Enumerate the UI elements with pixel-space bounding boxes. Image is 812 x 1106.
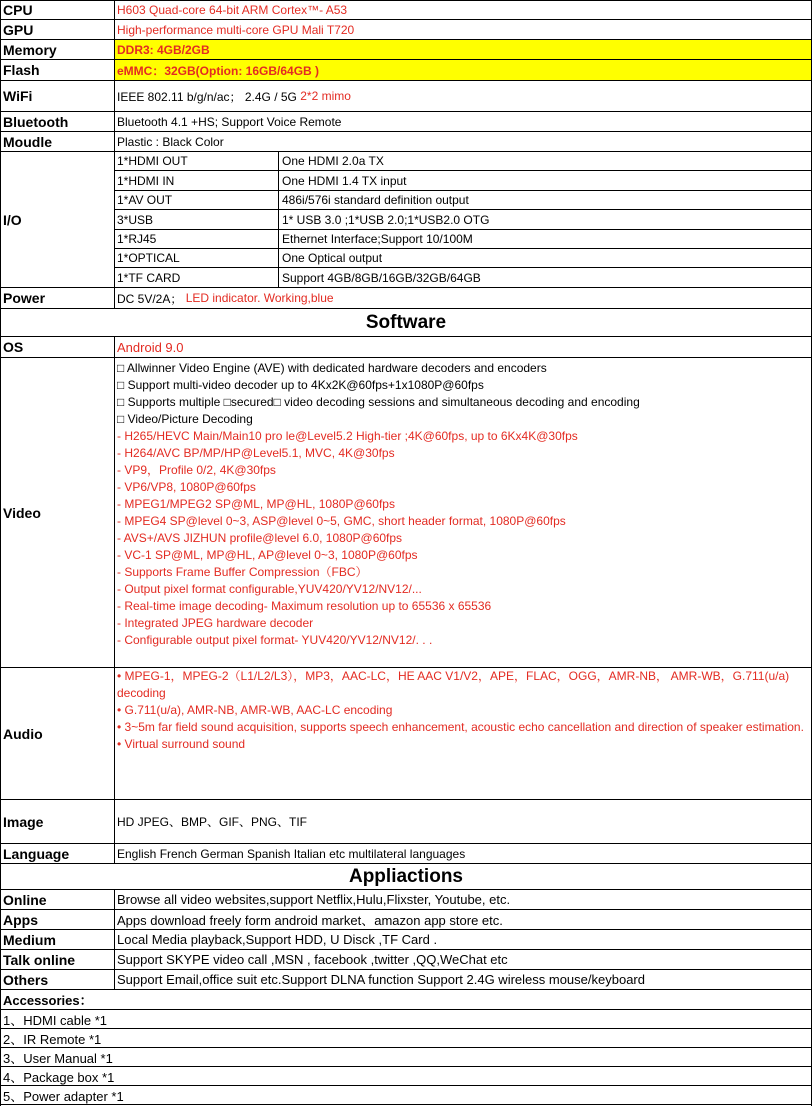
io-port: 1*AV OUT bbox=[115, 191, 279, 209]
spec-value-image: HD JPEG、BMP、GIF、PNG、TIF bbox=[117, 815, 308, 829]
accessory-item: 5、Power adapter *1 bbox=[0, 1086, 812, 1105]
video-codec-line: - H265/HEVC Main/Main10 pro le@Level5.2 High-tier ;4K@60fps, up to 6Kx4K@30fps bbox=[117, 429, 578, 443]
io-port: 1*OPTICAL bbox=[115, 249, 279, 267]
spec-io-block bbox=[0, 152, 812, 288]
io-desc: Support 4GB/8GB/16GB/32GB/64GB bbox=[282, 270, 481, 285]
wifi-standard-text: IEEE 802.11 b/g/n/ac； 2.4G / 5G bbox=[117, 89, 297, 104]
spec-label-image: Image bbox=[0, 800, 115, 843]
spec-label-audio: Audio bbox=[0, 668, 115, 799]
spec-label-module: Moudle bbox=[0, 132, 115, 151]
spec-label-cpu: CPU bbox=[0, 1, 115, 19]
spec-label-io: I/O bbox=[0, 152, 115, 287]
video-codec-line: - H264/AVC BP/MP/HP@Level5.1, MVC, 4K@30fps bbox=[117, 446, 395, 460]
app-value: Support SKYPE video call ,MSN , facebook ,twitter ,QQ,WeChat etc bbox=[117, 952, 508, 967]
io-row bbox=[115, 230, 812, 249]
spec-value-memory: DDR3: 4GB/2GB bbox=[115, 40, 812, 59]
spec-row-cpu bbox=[0, 0, 812, 20]
spec-value-flash: eMMC：32GB(Option: 16GB/64GB ) bbox=[115, 60, 812, 80]
video-feature-list bbox=[115, 358, 812, 667]
video-codec-line: - Output pixel format configurable,YUV420/YV12/NV12/... bbox=[117, 582, 422, 596]
spec-label-memory: Memory bbox=[0, 40, 115, 59]
video-feature-line: □ Allwinner Video Engine (AVE) with dedicated hardware decoders and encoders bbox=[117, 361, 547, 375]
app-value: Apps download freely form android market、amazon app store etc. bbox=[117, 913, 503, 928]
spec-row-module bbox=[0, 132, 812, 152]
wifi-mimo-text: 2*2 mimo bbox=[300, 89, 351, 103]
io-desc: One HDMI 2.0a TX bbox=[282, 154, 384, 168]
section-heading-applications: Appliactions bbox=[0, 864, 812, 890]
video-feature-line: □ Support multi-video decoder up to 4Kx2K@60fps+1x1080P@60fps bbox=[117, 378, 484, 392]
spec-row-bluetooth bbox=[0, 112, 812, 132]
audio-feature-line: • 3~5m far field sound acquisition, supports speech enhancement, acoustic echo cancellation and direction of speaker estimation. bbox=[117, 720, 804, 734]
io-port: 1*HDMI OUT bbox=[115, 152, 279, 170]
app-value: Support Email,office suit etc.Support DLNA function Support 2.4G wireless mouse/keyboard bbox=[117, 972, 645, 987]
app-label: Medium bbox=[0, 930, 115, 949]
io-row bbox=[115, 210, 812, 230]
audio-feature-line: • Virtual surround sound bbox=[117, 737, 246, 751]
io-row bbox=[115, 249, 812, 268]
video-codec-line: - MPEG1/MPEG2 SP@ML, MP@HL, 1080P@60fps bbox=[117, 497, 395, 511]
video-codec-line: - VC-1 SP@ML, MP@HL, AP@level 0~3, 1080P@60fps bbox=[117, 548, 418, 562]
video-codec-line: - VP6/VP8, 1080P@60fps bbox=[117, 480, 256, 494]
app-value: Local Media playback,Support HDD, U Disck ,TF Card . bbox=[117, 932, 438, 947]
io-desc: 1* USB 3.0 ;1*USB 2.0;1*USB2.0 OTG bbox=[282, 212, 490, 227]
spec-label-power: Power bbox=[0, 288, 115, 308]
io-port: 1*RJ45 bbox=[115, 230, 279, 248]
app-row-online bbox=[0, 890, 812, 910]
spec-block-audio bbox=[0, 668, 812, 800]
io-row bbox=[115, 152, 812, 171]
video-codec-line: - VP9，Profile 0/2, 4K@30fps bbox=[117, 463, 276, 477]
spec-value-bluetooth: Bluetooth 4.1 +HS; Support Voice Remote bbox=[117, 114, 342, 129]
spec-value-wifi bbox=[115, 81, 812, 111]
io-row bbox=[115, 191, 812, 210]
io-port: 1*HDMI IN bbox=[115, 171, 279, 190]
section-heading-software: Software bbox=[0, 309, 812, 337]
io-desc: 486i/576i standard definition output bbox=[282, 193, 469, 207]
video-feature-line: □ Video/Picture Decoding bbox=[117, 412, 253, 426]
spec-block-video bbox=[0, 358, 812, 668]
spec-label-os: OS bbox=[0, 337, 115, 357]
io-row bbox=[115, 171, 812, 191]
spec-row-flash bbox=[0, 60, 812, 81]
video-codec-line: - AVS+/AVS JIZHUN profile@level 6.0, 1080P@60fps bbox=[117, 531, 403, 545]
spec-value-gpu: High-performance multi-core GPU Mali T720 bbox=[117, 22, 355, 37]
table-left-border bbox=[0, 0, 1, 1106]
spec-row-power bbox=[0, 288, 812, 309]
spec-label-wifi: WiFi bbox=[0, 81, 115, 111]
app-label: Apps bbox=[0, 910, 115, 929]
io-desc: One HDMI 1.4 TX input bbox=[282, 173, 407, 188]
spec-row-gpu bbox=[0, 20, 812, 40]
video-codec-line: - Integrated JPEG hardware decoder bbox=[117, 616, 314, 630]
spec-row-language bbox=[0, 844, 812, 864]
spec-value-os: Android 9.0 bbox=[117, 339, 184, 355]
video-codec-line: - MPEG4 SP@level 0~3, ASP@level 0~5, GMC, short header format, 1080P@60fps bbox=[117, 514, 566, 528]
spec-row-image bbox=[0, 800, 812, 844]
video-feature-line: □ Supports multiple □secured□ video decoding sessions and simultaneous decoding and encoding bbox=[117, 395, 640, 409]
spec-value-power bbox=[115, 288, 812, 308]
accessory-item: 1、HDMI cable *1 bbox=[0, 1010, 812, 1029]
audio-feature-line: • G.711(u/a), AMR-NB, AMR-WB, AAC-LC encoding bbox=[117, 703, 393, 717]
spec-label-language: Language bbox=[0, 844, 115, 863]
spec-row-memory bbox=[0, 40, 812, 60]
io-row bbox=[115, 268, 812, 287]
video-codec-line: - Supports Frame Buffer Compression（FBC） bbox=[117, 565, 368, 579]
accessory-item: 4、Package box *1 bbox=[0, 1067, 812, 1086]
app-row-medium bbox=[0, 930, 812, 950]
spec-row-os bbox=[0, 337, 812, 358]
io-desc: One Optical output bbox=[282, 251, 383, 265]
spec-label-gpu: GPU bbox=[0, 20, 115, 39]
power-spec-text: DC 5V/2A； bbox=[117, 291, 183, 306]
video-codec-line: - Configurable output pixel format- YUV420/YV12/NV12/. . . bbox=[117, 633, 433, 647]
app-label: Talk online bbox=[0, 950, 115, 969]
app-row-talk-online bbox=[0, 950, 812, 970]
app-label: Others bbox=[0, 970, 115, 989]
accessories-heading: Accessories： bbox=[0, 990, 812, 1010]
spec-value-cpu: H603 Quad-core 64-bit ARM Cortex™- A53 bbox=[117, 3, 348, 17]
spec-value-module: Plastic : Black Color bbox=[117, 134, 224, 149]
app-value: Browse all video websites,support Netflix,Hulu,Flixster, Youtube, etc. bbox=[117, 892, 511, 907]
app-row-apps bbox=[0, 910, 812, 930]
spec-label-video: Video bbox=[0, 358, 115, 667]
app-row-others bbox=[0, 970, 812, 990]
app-label: Online bbox=[0, 890, 115, 909]
spec-label-bluetooth: Bluetooth bbox=[0, 112, 115, 131]
accessory-item: 3、User Manual *1 bbox=[0, 1048, 812, 1067]
power-led-text: LED indicator. Working,blue bbox=[185, 291, 334, 305]
io-port: 3*USB bbox=[115, 210, 279, 229]
audio-feature-line: • MPEG-1，MPEG-2（L1/L2/L3），MP3，AAC-LC，HE AAC V1/V2，APE，FLAC，OGG，AMR-NB， AMR-WB，G.711(u/a) decoding bbox=[117, 669, 790, 700]
io-port: 1*TF CARD bbox=[115, 268, 279, 287]
accessory-item: 2、IR Remote *1 bbox=[0, 1029, 812, 1048]
io-desc: Ethernet Interface;Support 10/100M bbox=[282, 232, 473, 246]
spec-value-language: English French German Spanish Italian etc multilateral languages bbox=[117, 846, 466, 861]
spec-label-flash: Flash bbox=[0, 60, 115, 80]
video-codec-line: - Real-time image decoding- Maximum resolution up to 65536 x 65536 bbox=[117, 599, 492, 613]
audio-feature-list bbox=[115, 668, 812, 799]
spec-row-wifi bbox=[0, 81, 812, 112]
